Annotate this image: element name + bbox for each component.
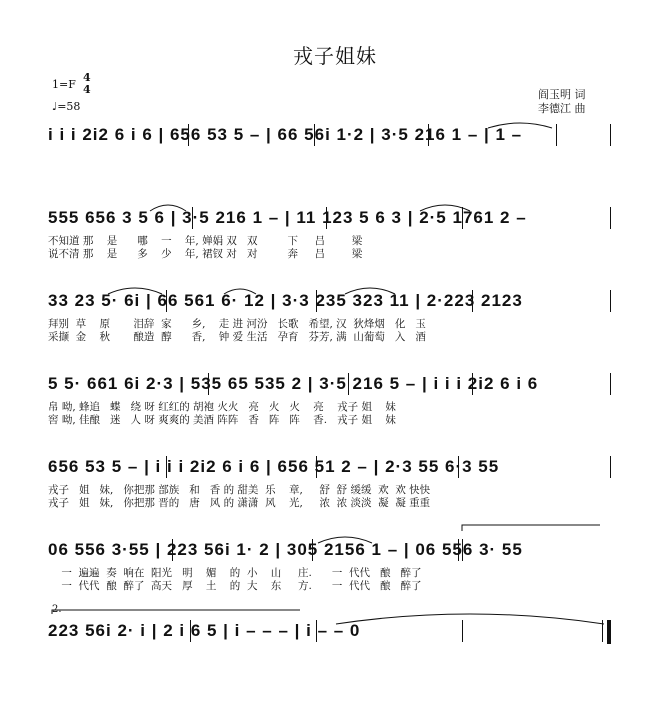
- notation-line: 33 23 5· 6i | 66 561 6· 12 | 3·3 235 323 11 | 2·223 2123: [48, 291, 523, 310]
- barline: [602, 620, 603, 642]
- tempo-value: =58: [57, 100, 81, 113]
- notation-line: 656 53 5 – | i i i 2i2 6 i 6 | 656 51 2 – | 2·3 55 6·3 55: [48, 457, 500, 476]
- barline: [208, 373, 209, 395]
- notation-line: 555 656 3 5 6 | 3·5 216 1 – | 11 123 5 6 3 | 2·5 1761 2 –: [48, 208, 527, 227]
- barline: [472, 373, 473, 395]
- barline: [610, 290, 611, 312]
- time-signature-bottom: 4: [83, 83, 91, 96]
- lyricist-credit: 阎玉明 词: [538, 88, 586, 101]
- lyrics-verse-2: 说不清 那 是 多 少 年, 裙钗 对 对 奔 吕 梁: [48, 248, 363, 260]
- barline: [556, 124, 557, 146]
- lyrics-verse-2: 戎子 姐 妹, 你把那 晋的 唐 风 的 潇潇 风 光, 浓 浓 淡淡 凝 凝 重重: [48, 497, 431, 509]
- barline: [316, 290, 317, 312]
- barline: [462, 620, 463, 642]
- lyrics-verse-2: 一 代代 酿 醉了 高天 厚 土 的 大 东 方. 一 代代 酿 醉了: [48, 580, 422, 592]
- notation-line: 223 56i 2· i | 2 i 6 5 | i – – – | i – – 0: [48, 621, 361, 640]
- barline: [428, 124, 429, 146]
- lyrics-verse-1: 戎子 姐 妹, 你把那 部族 和 香 的 甜美 乐 章, 舒 舒 缓缓 欢 欢 快快: [48, 484, 431, 496]
- song-title: 戎子姐妹: [293, 44, 377, 68]
- time-signature: [83, 72, 91, 96]
- barline: [316, 456, 317, 478]
- lyrics-verse-2: 采撷 金 秋 酿造 醇 香, 钟 爱 生活 孕育 芬芳, 满 山葡萄 入 酒: [48, 331, 426, 343]
- barline: [314, 124, 315, 146]
- final-barline: [607, 620, 611, 644]
- lyrics-verse-1: 一 遍遍 奏 响在 阳光 明 媚 的 小 山 庄. 一 代代 酿 醉了: [48, 567, 422, 579]
- barline: [188, 124, 189, 146]
- barline: [610, 456, 611, 478]
- barline: [610, 124, 611, 146]
- barline: [166, 456, 167, 478]
- barline: [190, 620, 191, 642]
- barline: [192, 207, 193, 229]
- barline: [472, 290, 473, 312]
- lyrics-verse-1: 帛 呦, 蜂追 蝶 绕 呀 红红的 胡袍 火火 亮 火 火 亮 戎子 姐 妹: [48, 401, 396, 413]
- notation-line: 5 5· 661 6i 2·3 | 535 65 535 2 | 3·5 216 5 – | i i i 2i2 6 i 6: [48, 374, 539, 393]
- notation-line: 06 556 3·55 | 223 56i 1· 2 | 305 2156 1 – | 06 556 3· 55: [48, 540, 523, 559]
- volta-label: 2.: [52, 604, 62, 615]
- barline: [462, 207, 463, 229]
- notation-line: i i i 2i2 6 i 6 | 656 53 5 – | 66 56i 1·2 | 3·5 216 1 – | 1 –: [48, 125, 523, 144]
- barline: [458, 539, 459, 561]
- time-signature-top: 4: [83, 71, 91, 84]
- quarter-note-icon: ♩: [52, 100, 58, 113]
- barline: [326, 207, 327, 229]
- composer-credit: 李德江 曲: [538, 102, 586, 115]
- barline: [166, 290, 167, 312]
- barline: [312, 539, 313, 561]
- barline: [348, 373, 349, 395]
- key-signature: 1=F: [52, 78, 76, 91]
- tempo-marking: [52, 100, 80, 113]
- barline: [610, 373, 611, 395]
- barline: [458, 456, 459, 478]
- lyrics-verse-2: 窖 呦, 佳酿 迷 人 呀 爽爽的 美酒 阵阵 香 阵 阵 香. 戎子 姐 妹: [48, 414, 396, 426]
- barline: [610, 207, 611, 229]
- barline: [462, 539, 463, 561]
- lyrics-verse-1: 拜别 草 原 泪辞 家 乡, 走 进 河汾 长歌 希望, 汉 狄烽烟 化 玉: [48, 318, 426, 330]
- barline: [172, 539, 173, 561]
- barline: [316, 620, 317, 642]
- lyrics-verse-1: 不知道 那 是 哪 一 年, 婵娟 双 双 下 吕 梁: [48, 235, 363, 247]
